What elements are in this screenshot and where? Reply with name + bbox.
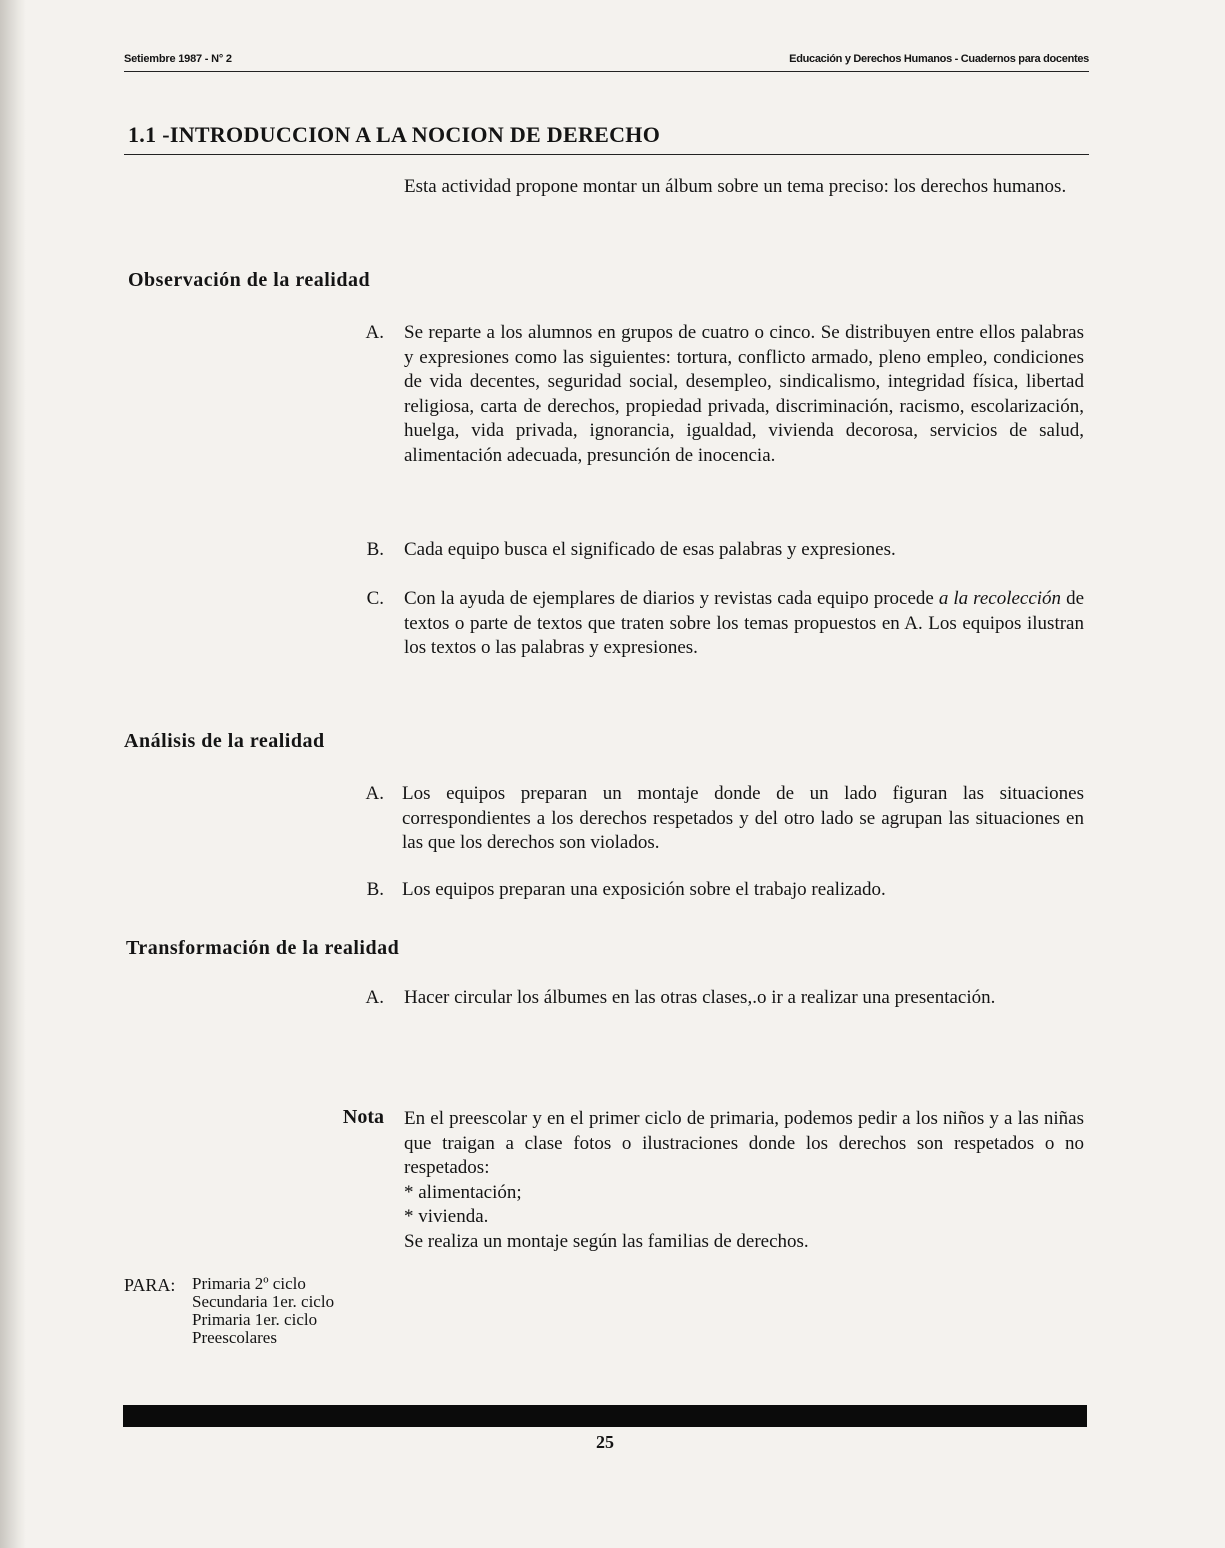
heading-observacion: Observación de la realidad [128, 269, 371, 291]
item-letter: B. [366, 539, 384, 560]
page-number: 25 [596, 1432, 614, 1452]
nota-closing: Se realiza un montaje según las familias de derechos. [404, 1230, 809, 1252]
footer-bar [123, 1405, 1087, 1427]
intro-paragraph: Esta actividad propone montar un álbum sobre un tema preciso: los derechos humanos. [404, 176, 1067, 197]
nota-body [404, 1107, 1084, 1254]
para-level-item: Primaria 2º ciclo [192, 1274, 306, 1293]
para-level-item: Secundaria 1er. ciclo [192, 1292, 335, 1311]
page-edge-shadow [0, 0, 26, 1548]
item-letter: C. [366, 588, 384, 609]
para-level-item: Primaria 1er. ciclo [192, 1310, 318, 1329]
observacion-item-c [404, 587, 1084, 661]
header-rule [124, 71, 1089, 72]
observacion-item-b: Cada equipo busca el significado de esas palabras y expresiones. [404, 539, 896, 560]
analisis-item-b: Los equipos preparan una exposición sobre el trabajo realizado. [402, 879, 886, 900]
observacion-item-a: Se reparte a los alumnos en grupos de cuatro o cinco. Se distribuyen entre ellos palabras y expresiones como las siguientes: tortura, conflicto armado, pleno empleo, condiciones de vida decentes, seguridad social, desempleo, sindicalismo, integridad física, libertad religiosa, carta de derechos, propiedad privada, discriminación, racismo, escolarización, huelga, vida privada, ignorancia, igualdad, vivienda decorosa, servicios de salud, alimentación adecuada, presunción de inocencia. [404, 322, 1084, 466]
item-c-text-end: de textos o parte de textos que traten sobre los temas propuestos en A. Los equipos ilustran los textos o las palabras y expresiones. [404, 588, 1084, 658]
header-issue: Setiembre 1987 - N° 2 [124, 53, 232, 65]
para-level-item: Preescolares [192, 1328, 277, 1347]
item-letter: A. [365, 783, 384, 804]
para-label: PARA: [124, 1275, 176, 1295]
item-letter: A. [365, 322, 384, 343]
nota-bullet-item: * alimentación; [404, 1181, 522, 1203]
item-c-italic-text: a la recolección [938, 588, 1062, 609]
nota-label: Nota [342, 1106, 384, 1128]
transformacion-item-a: Hacer circular los álbumes en las otras clases,.o ir a realizar una presentación. [404, 987, 996, 1008]
analisis-item-a: Los equipos preparan un montaje donde de un lado figuran las situaciones correspondientes a los derechos respetados y del otro lado se agrupan las situaciones en las que los derechos son violados. [402, 783, 1084, 853]
item-letter: A. [365, 987, 384, 1008]
nota-text: En el preescolar y en el primer ciclo de primaria, podemos pedir a los niños y a las niñas que traigan a clase fotos o ilustraciones donde los derechos son respetados o no respetados: [404, 1108, 1084, 1178]
nota-bullet-item: * vivienda. [404, 1206, 489, 1227]
item-letter: B. [366, 879, 384, 900]
heading-analisis: Análisis de la realidad [124, 730, 325, 752]
item-c-text-start: Con la ayuda de ejemplares de diarios y revistas cada equipo procede [404, 588, 939, 609]
heading-transformacion: Transformación de la realidad [126, 937, 400, 959]
section-title: 1.1 -INTRODUCCION A LA NOCION DE DERECHO [128, 122, 661, 147]
title-rule [124, 154, 1089, 155]
para-levels-list [192, 1275, 334, 1347]
header-publication: Educación y Derechos Humanos - Cuadernos para docentes [789, 53, 1089, 65]
